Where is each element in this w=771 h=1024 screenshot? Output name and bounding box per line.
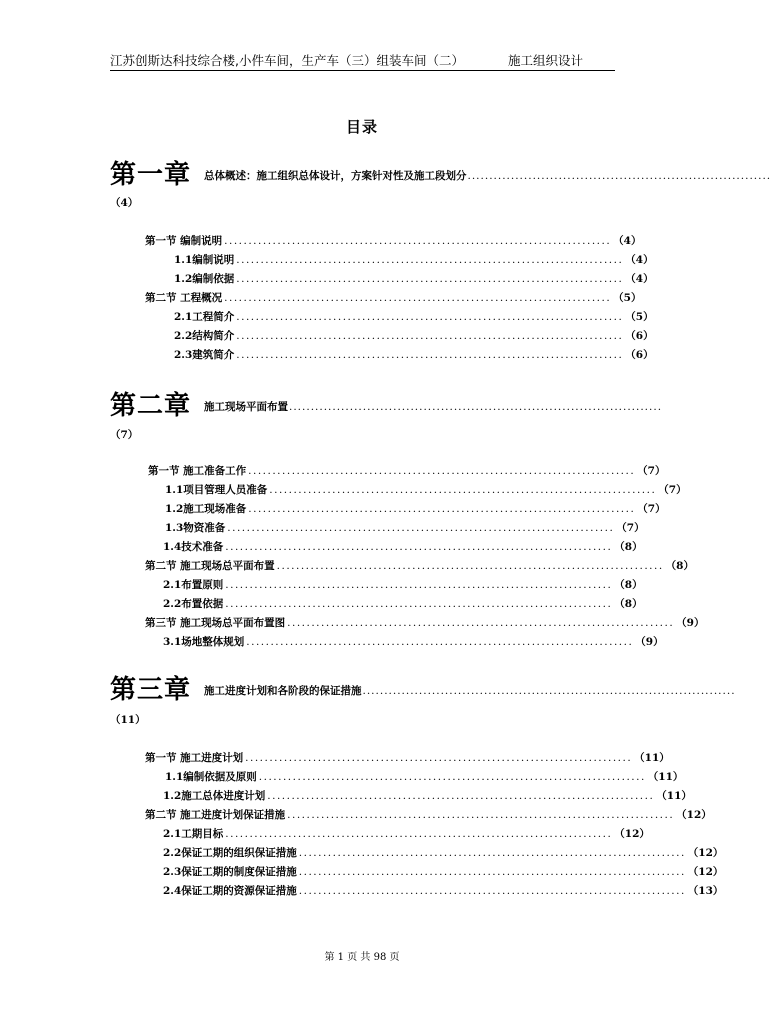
toc-entry[interactable]: 2.2结构简介 ................................................................................ （6） <box>174 330 654 342</box>
toc-entry[interactable]: 2.4保证工期的资源保证措施 ................................................................................ （13） <box>163 885 724 897</box>
chapter-label: 第一章 <box>110 160 192 190</box>
toc-title: 目录 <box>345 118 378 136</box>
toc-entry[interactable]: 第二节 工程概况 ................................................................................ （5） <box>145 292 642 304</box>
toc-entry[interactable]: 1.4技术准备 ................................................................................ （8） <box>163 541 643 553</box>
chapter-page: （11） <box>110 714 146 726</box>
header-doc-type: 施工组织设计 <box>508 53 584 68</box>
toc-entry[interactable]: 2.3保证工期的制度保证措施 ................................................................................ （12） <box>163 866 724 878</box>
toc-entry[interactable]: 1.1编制说明 ................................................................................ （4） <box>174 254 654 266</box>
chapter-label: 第三章 <box>110 675 192 705</box>
toc-entry[interactable]: 第一节 施工进度计划 ................................................................................ （11） <box>145 752 670 764</box>
toc-entry[interactable]: 2.1布置原则 ................................................................................ （8） <box>163 579 643 591</box>
toc-entry[interactable]: 2.2保证工期的组织保证措施 ................................................................................ （12） <box>163 847 724 859</box>
toc-entry[interactable]: 2.3建筑简介 ................................................................................ （6） <box>174 349 654 361</box>
page-footer: 第 1 页 共 98 页 <box>324 952 400 963</box>
toc-entry[interactable]: 第一节 施工准备工作 ................................................................................ （7） <box>148 465 666 477</box>
toc-entry[interactable]: 2.1工程简介 ................................................................................ （5） <box>174 311 654 323</box>
toc-entry[interactable]: 2.2布置依据 ................................................................................ （8） <box>163 598 643 610</box>
chapter-page: （4） <box>110 197 139 209</box>
toc-entry[interactable]: 第一节 编制说明 ................................................................................ （4） <box>145 235 642 247</box>
toc-entry[interactable]: 1.1项目管理人员准备 ................................................................................ （7） <box>165 484 687 496</box>
toc-entry[interactable]: 第三节 施工现场总平面布置图 ................................................................................ （9） <box>145 617 705 629</box>
chapter-page: （7） <box>110 429 139 441</box>
page-header <box>110 50 615 71</box>
chapter-title: 施工进度计划和各阶段的保证措施 <box>204 685 362 697</box>
toc-entry[interactable]: 1.3物资准备 ................................................................................ （7） <box>165 522 645 534</box>
toc-entry[interactable]: 1.2施工现场准备 ................................................................................ （7） <box>165 503 666 515</box>
chapter-heading[interactable] <box>110 675 736 705</box>
chapter-label: 第二章 <box>110 391 192 421</box>
leader-dots: ...................................................................................... <box>289 401 663 413</box>
chapter-heading[interactable] <box>110 391 663 421</box>
toc-entry[interactable]: 2.1工期目标 ................................................................................ （12） <box>163 828 650 840</box>
toc-entry[interactable]: 1.2编制依据 ................................................................................ （4） <box>174 273 654 285</box>
toc-entry[interactable]: 第二节 施工进度计划保证措施 ................................................................................ （12） <box>145 809 712 821</box>
leader-dots: ...................................................................................... <box>362 685 736 697</box>
leader-dots: ...................................................................... <box>467 170 771 182</box>
toc-entry[interactable]: 1.2施工总体进度计划 ................................................................................ （11） <box>163 790 692 802</box>
chapter-heading[interactable] <box>110 160 771 190</box>
toc-entry[interactable]: 第二节 施工现场总平面布置 ................................................................................ （8） <box>145 560 694 572</box>
chapter-title: 总体概述：施工组织总体设计，方案针对性及施工段划分 <box>204 170 467 182</box>
chapter-title: 施工现场平面布置 <box>204 401 288 413</box>
header-project-name: 江苏创斯达科技综合楼,小件车间，生产车（三）组装车间（二） <box>110 53 464 68</box>
toc-entry[interactable]: 1.1编制依据及原则 ................................................................................ （11） <box>165 771 684 783</box>
toc-entry[interactable]: 3.1场地整体规划 ................................................................................ （9） <box>163 636 664 648</box>
